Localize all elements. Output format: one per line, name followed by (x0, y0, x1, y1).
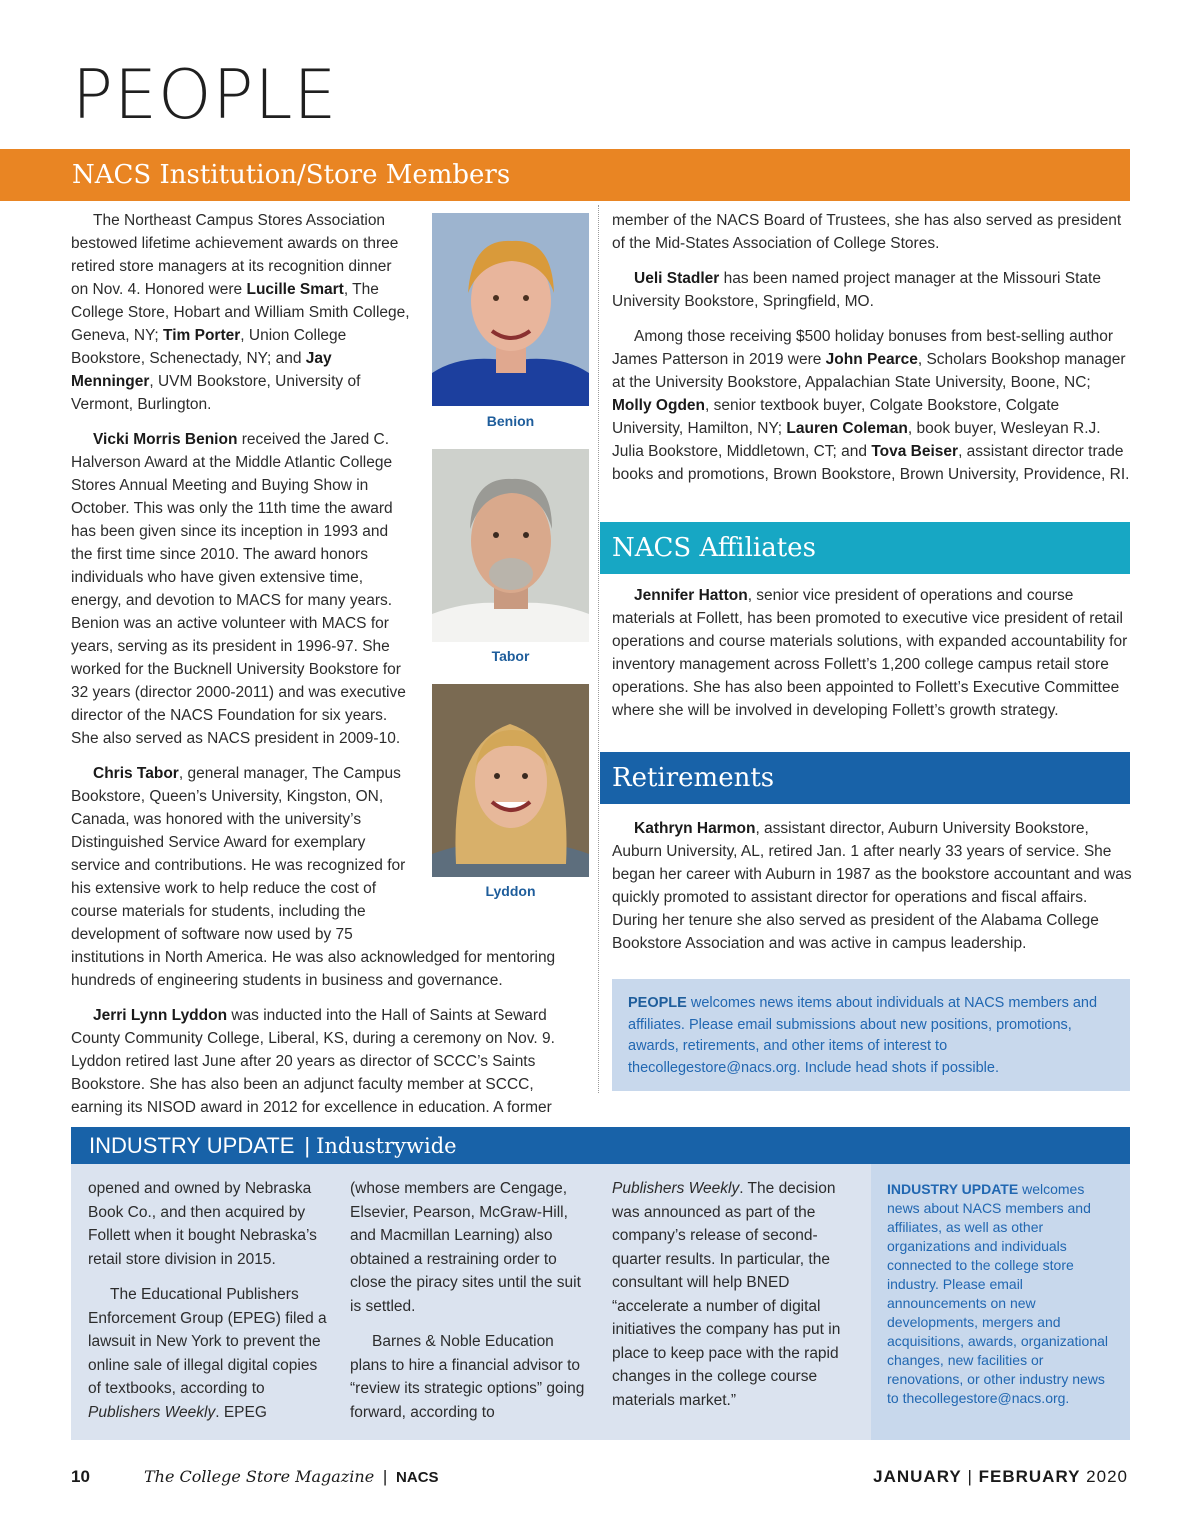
industry-column-3 (612, 1177, 852, 1424)
industry-update-subtitle: Industrywide (316, 1133, 457, 1158)
photo-float-spacer (413, 209, 583, 931)
paragraph-awards: The Northeast Campus Stores Association bestowed lifetime achievement awards on three retired store managers at its recognition dinner on Nov. 4. Honored were Lucille Smart, The College Store, Hobart and William Smith College, Geneva, NY; Tim Porter, Union College Bookstore, Schenectady, NY; and Jay Menninger, UVM Bookstore, University of Vermont, Burlington. (71, 212, 410, 413)
paragraph-harmon: Kathryn Harmon, assistant director, Auburn University Bookstore, Auburn University, AL, retired Jan. 1 after nearly 33 years of service. She began her career with Auburn in 1987 as the bookstore accountant and was quickly promoted to assistant director for operations and fiscal affairs. During her tenure she also served as president of the Alabama College Bookstore Association and was active in campus leadership. (612, 820, 1132, 952)
industry-update-header (71, 1127, 1130, 1164)
footer-date: JANUARY | FEBRUARY 2020 (873, 1467, 1128, 1486)
paragraph-tabor: Chris Tabor, general manager, The Campus Bookstore, Queen’s University, Kingston, ON, Canada, was honored with the university’s Distinguished Service Award for exemplary service and contributions. He was recognized for his extensive work to help reduce the cost of course materials for students, including the development of software now used by 75 institutions in North America. He was also acknowledged for mentoring hundreds of engineering students in business and governance. (71, 765, 556, 989)
lyddon-caption: Lyddon (485, 883, 536, 899)
page-title: PEOPLE (72, 56, 338, 135)
benion-caption: Benion (486, 413, 535, 429)
paragraph-lyddon-cont: member of the NACS Board of Trustees, she has also served as president of the Mid-States Association of College Stores. (612, 212, 1122, 252)
people-submission-note: PEOPLE welcomes news items about individuals at NACS members and affiliates. Please email submissions about new positions, promotions, awards, retirements, and other items of interest to thecollegestore@nacs.org. Include head shots if possible. (612, 979, 1130, 1091)
paragraph-patterson: Among those receiving $500 holiday bonuses from best-selling author James Patterson in 2019 were John Pearce, Scholars Bookshop manager at the University Bookstore, Appalachian State University, Boone, NC; Molly Ogden, senior textbook buyer, Colgate Bookstore, Colgate University, Hamilton, NY; Lauren Coleman, book buyer, Wesleyan R.J. Julia Bookstore, Middletown, CT; and Tova Beiser, assistant director trade books and promotions, Brown Bookstore, Brown University, Providence, RI. (612, 328, 1130, 483)
section-header-retirements: Retirements (600, 752, 1130, 804)
left-column (71, 209, 583, 1131)
paragraph-hatton: Jennifer Hatton, senior vice president of operations and course materials at Follett, has been promoted to executive vice president of retail operations and course materials solutions, with expanded accountability for inventory management across Follett’s 1,200 college campus retail store operations. She has also been appointed to Follett’s Executive Committee where she will be involved in developing Follett’s growth strategy. (612, 587, 1128, 719)
right-column-top (612, 209, 1132, 498)
industry-paragraph-epeg: The Educational Publishers Enforcement Group (EPEG) filed a lawsuit in New York to prevent the online sale of illegal digital copies of textbooks, according to Publishers Weekly. EPEG (88, 1286, 327, 1421)
paragraph-lyddon: Jerri Lynn Lyddon was inducted into the Hall of Saints at Seward County Community College, Liberal, KS, during a ceremony on Nov. 9. Lyddon retired last June after 20 years as director of SCCC’s Saints Bookstore. She has also been an adjunct faculty member at SCCC, earning its NISOD award in 2012 for excellence in education. A former (71, 1007, 555, 1116)
industry-paragraph-bned: Barnes & Noble Education plans to hire a financial advisor to “review its strategic options” going forward, according to (350, 1333, 585, 1421)
paragraph-benion: Vicki Morris Benion received the Jared C. Halverson Award at the Middle Atlantic College Stores Annual Meeting and Buying Show in October. This was only the 11th time the award has been given since its inception in 1993 and the first time since 2010. The award honors individuals who have given extensive time, energy, and devotion to MACS for many years. Benion was an active volunteer with MACS for years, serving as its president in 1996-97. She worked for the Bucknell University Bookstore for 32 years (director 2000-2011) and was executive director of the NACS Foundation for six years. She also served as NACS president in 2009-10. (71, 431, 406, 747)
paragraph-stadler: Ueli Stadler has been named project manager at the Missouri State University Bookstore, Springfield, MO. (612, 270, 1101, 310)
industry-update-note: INDUSTRY UPDATE welcomes news about NACS members and affiliates, as well as other organizations and individuals connected to the college store industry. Please email announcements on new developments, mergers and acquisitions, awards, organizational changes, new facilities or renovations, or other industry news to thecollegestore@nacs.org. (871, 1164, 1130, 1440)
section-header-institution: NACS Institution/Store Members (0, 149, 1130, 201)
industry-paragraph: opened and owned by Nebraska Book Co., and then acquired by Follett when it bought Nebraska’s retail store division in 2015. (88, 1180, 317, 1268)
column-divider (598, 205, 599, 1093)
affiliates-text (612, 584, 1132, 734)
page-number: 10 (71, 1467, 90, 1486)
industry-update-separator: | (304, 1132, 311, 1158)
industry-update-label: INDUSTRY UPDATE (89, 1132, 295, 1158)
industry-column-1 (88, 1177, 328, 1436)
industry-paragraph: Publishers Weekly. The decision was announced as part of the company’s release of second-quarter results. In particular, the consultant will help BNED “accelerate a number of digital initiatives the company has put in place to keep pace with the rapid changes in the college course materials market.” (612, 1180, 841, 1409)
footer-magazine: The College Store Magazine | NACS (144, 1467, 439, 1486)
industry-column-2 (350, 1177, 590, 1436)
industry-paragraph: (whose members are Cengage, Elsevier, Pearson, McGraw-Hill, and Macmillan Learning) also obtained a restraining order to close the piracy sites until the suit is settled. (350, 1180, 581, 1315)
tabor-caption: Tabor (491, 648, 530, 664)
section-header-affiliates: NACS Affiliates (600, 522, 1130, 574)
retirements-text (612, 817, 1132, 967)
